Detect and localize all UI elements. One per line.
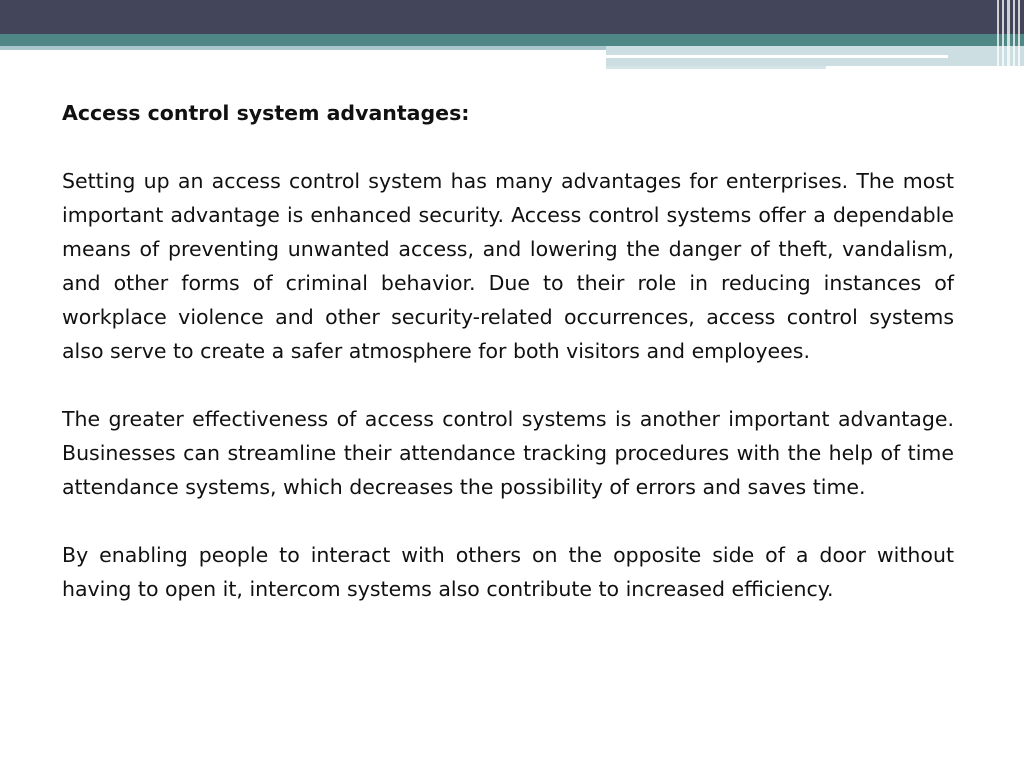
header-white-line (606, 55, 948, 58)
header-teal-bar (0, 34, 1024, 46)
paragraph-security: Setting up an access control system has many advantages for enterprises. The most important advantage is enhanced security. Access control systems offer a dependable means of preventing unwanted access, and lowering the danger of theft, vandalism, and other forms of criminal behavior. Due to their role in reducing instances of workplace violence and other security-related occurrences, access control systems also serve to create a safer atmosphere for both visitors and employees. (62, 169, 954, 363)
header-dark-bar (0, 0, 1024, 34)
paragraph-intercom: By enabling people to interact with others on the opposite side of a door without having to open it, intercom systems also contribute to increased efficiency. (62, 543, 954, 601)
header-pale-bar (0, 46, 606, 50)
header-light-line (606, 66, 826, 69)
slide-content (62, 96, 954, 606)
paragraph-effectiveness: The greater effectiveness of access control systems is another important advantage. Businesses can streamline their attendance tracking procedures with the help of time attendance systems, which decreases the possibility of errors and saves time. (62, 407, 954, 499)
header-stripes-decoration (993, 0, 1024, 70)
slide-heading: Access control system advantages: (62, 101, 470, 125)
